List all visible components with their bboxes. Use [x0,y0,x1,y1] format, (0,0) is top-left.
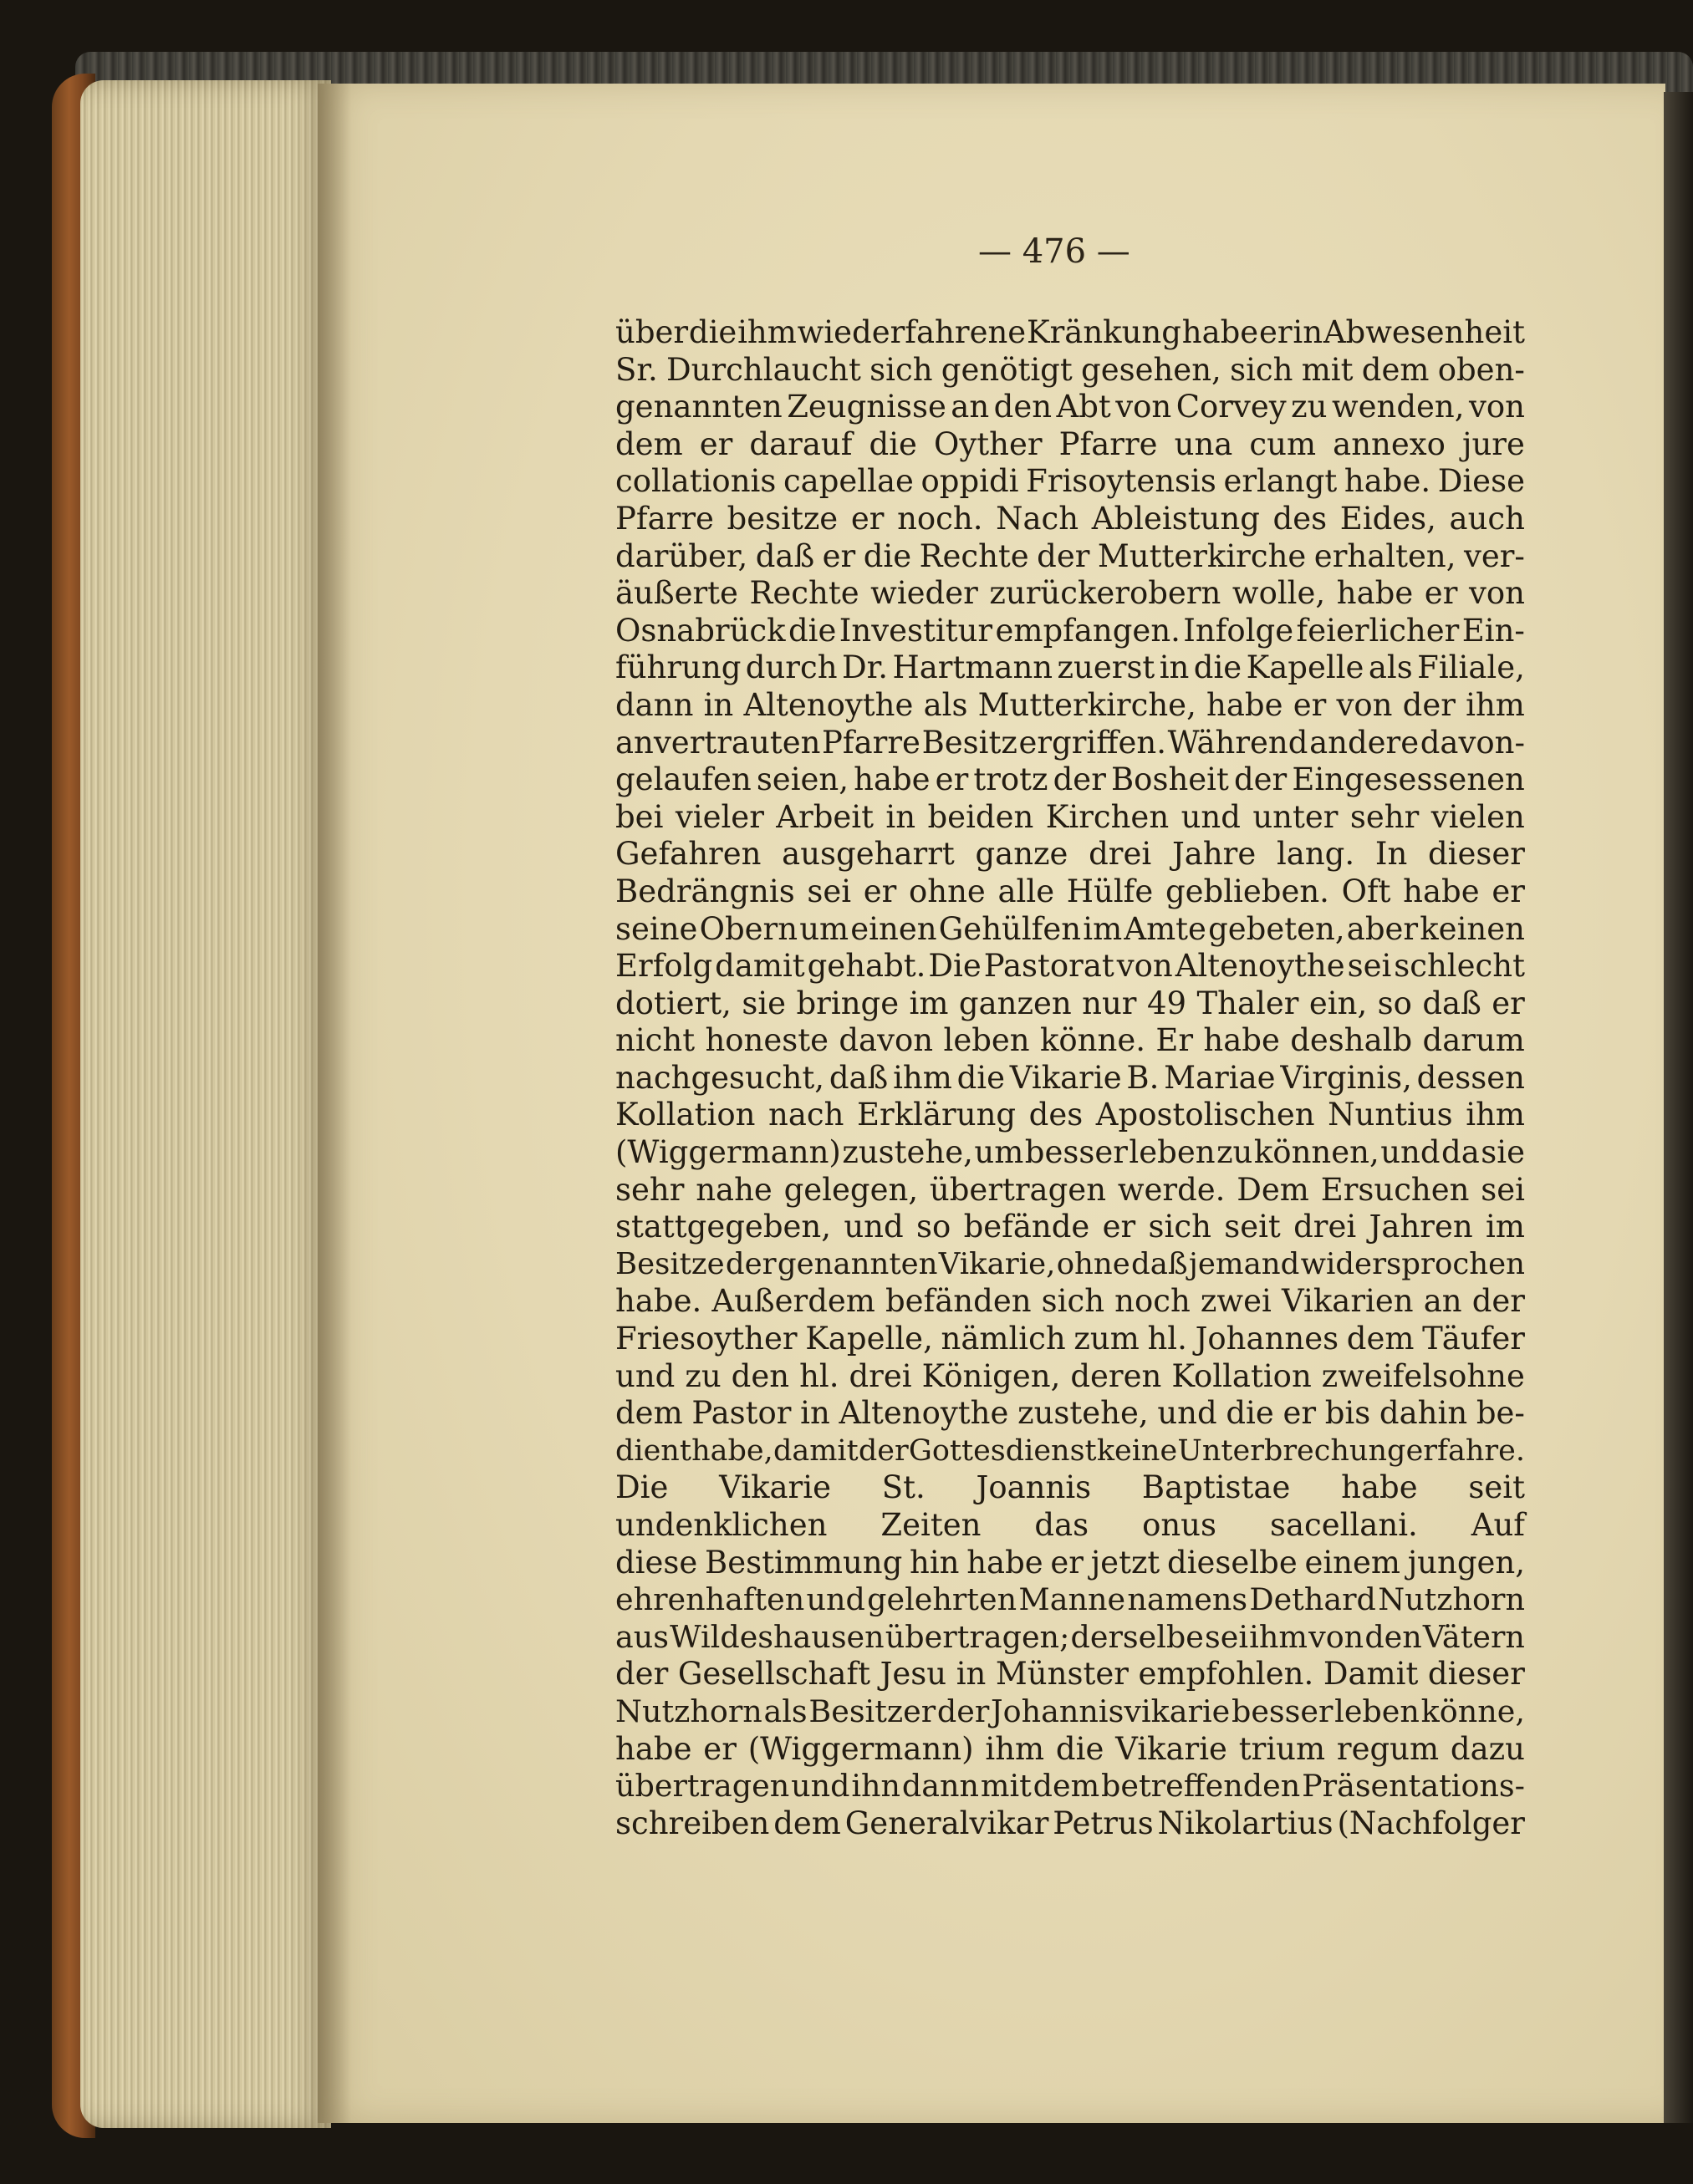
text-line: anvertrauten Pfarre Besitz ergriffen. Während andere davon- [615,724,1525,761]
text-line: dient habe, damit der Gottesdienst keine Unterbrechung erfahre. [615,1433,1525,1468]
text-line: dem er darauf die Oyther Pfarre una cum annexo jure [615,425,1525,462]
text-line: undenklichen Zeiten das onus sacellani. Auf [615,1507,1525,1543]
text-line: dann in Altenoythe als Mutterkirche, habe er von der ihm [615,686,1525,723]
body-text [615,314,1525,1861]
text-line: bei vieler Arbeit in beiden Kirchen und unter sehr vielen [615,798,1525,835]
text-line: seine Obern um einen Gehülfen im Amte gebeten, aber keinen [615,910,1525,947]
text-line: Sr. Durchlaucht sich genötigt gesehen, sich mit dem oben- [615,351,1525,388]
text-line: sehr nahe gelegen, übertragen werde. Dem Ersuchen sei [615,1171,1525,1208]
page-number: — 476 — [978,232,1130,271]
text-line: diese Bestimmung hin habe er jetzt dieselbe einem jungen, [615,1544,1525,1581]
text-line: Pfarre besitze er noch. Nach Ableistung des Eides, auch [615,500,1525,537]
text-line: collationis capellae oppidi Frisoytensis erlangt habe. Diese [615,463,1525,500]
text-line: dotiert, sie bringe im ganzen nur 49 Thaler ein, so daß er [615,985,1525,1021]
text-line: Osnabrück die Investitur empfangen. Infolge feierlicher Ein- [615,612,1525,649]
text-line: genannten Zeugnisse an den Abt von Corvey zu wenden, von [615,389,1525,425]
text-line: Gefahren ausgeharrt ganze drei Jahre lang. In dieser [615,836,1525,873]
text-line: der Gesellschaft Jesu in Münster empfohlen. Damit dieser [615,1656,1525,1693]
text-line: Bedrängnis sei er ohne alle Hülfe geblieben. Oft habe er [615,873,1525,909]
text-line: nicht honeste davon leben könne. Er habe deshalb darum [615,1022,1525,1059]
text-line: Nutzhorn als Besitzer der Johannisvikarie besser leben könne, [615,1693,1525,1729]
text-line: gelaufen seien, habe er trotz der Bosheit der Eingesessenen [615,761,1525,798]
text-line: nachgesucht, daß ihm die Vikarie B. Mariae Virginis, dessen [615,1059,1525,1096]
text-line: übertragen und ihn dann mit dem betreffenden Präsentations- [615,1768,1525,1805]
text-line: über die ihm wiederfahrene Kränkung habe er in Abwesenheit [615,314,1525,350]
text-line: und zu den hl. drei Königen, deren Kollation zweifelsohne [615,1357,1525,1394]
page-stack-edge [80,80,331,2128]
text-line: stattgegeben, und so befände er sich seit drei Jahren im [615,1209,1525,1245]
text-line: ehrenhaften und gelehrten Manne namens Dethard Nutzhorn [615,1581,1525,1618]
text-line: führung durch Dr. Hartmann zuerst in die Kapelle als Filiale, [615,649,1525,686]
text-line: äußerte Rechte wieder zurückerobern wolle, habe er von [615,575,1525,612]
text-line: aus Wildeshausen übertragen; derselbe sei ihm von den Vätern [615,1618,1525,1655]
text-line: habe. Außerdem befänden sich noch zwei Vikarien an der [615,1283,1525,1320]
text-line: (Wiggermann) zustehe, um besser leben zu können, und da sie [615,1134,1525,1171]
text-line: darüber, daß er die Rechte der Mutterkirche erhalten, ver- [615,537,1525,574]
right-page-edge [1664,92,1693,2123]
text-line: Besitze der genannten Vikarie, ohne daß jemand widersprochen [615,1246,1525,1281]
text-line: Kollation nach Erklärung des Apostolischen Nuntius ihm [615,1097,1525,1133]
text-line: Friesoyther Kapelle, nämlich zum hl. Johannes dem Täufer [615,1321,1525,1357]
text-line: habe er (Wiggermann) ihm die Vikarie trium regum dazu [615,1730,1525,1767]
text-line: Die Vikarie St. Joannis Baptistae habe seit [615,1469,1525,1506]
gutter-shadow [318,84,351,2123]
text-line: Erfolg damit gehabt. Die Pastorat von Altenoythe sei schlecht [615,948,1525,985]
text-line: dem Pastor in Altenoythe zustehe, und die er bis dahin be- [615,1395,1525,1432]
text-line: schreiben dem Generalvikar Petrus Nikolartius (Nachfolger [615,1805,1525,1841]
